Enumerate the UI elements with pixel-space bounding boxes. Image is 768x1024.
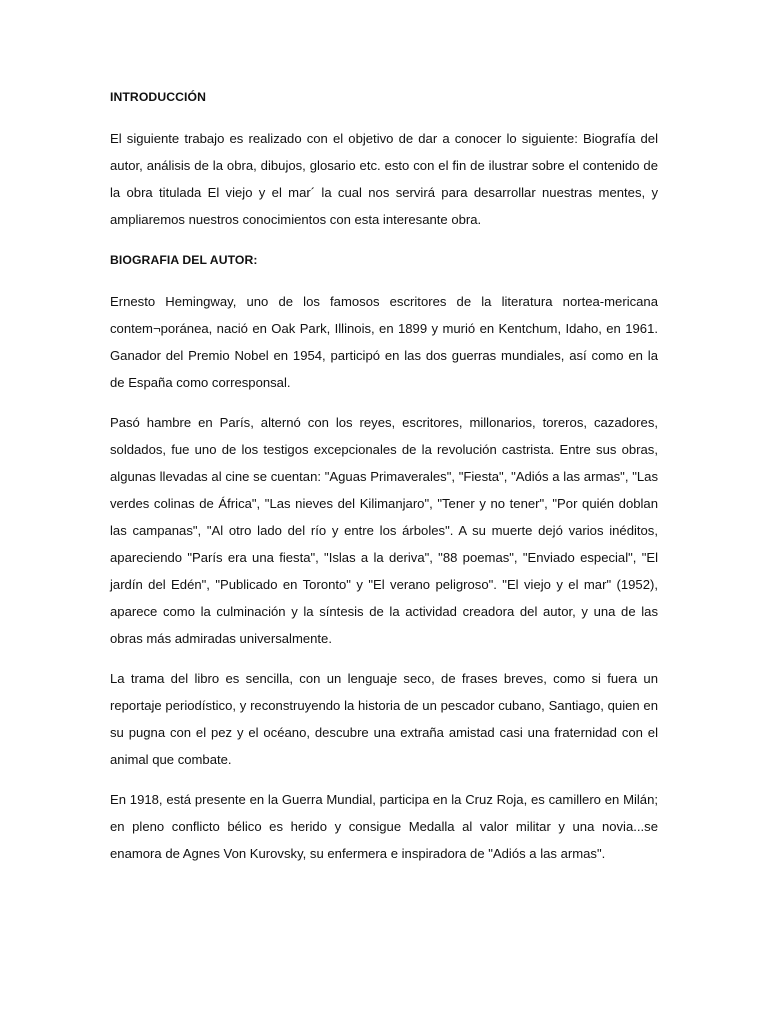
biography-paragraph: La trama del libro es sencilla, con un lenguaje seco, de frases breves, como si fuera un reportaje periodístico, y reconstruyendo la historia de un pescador cubano, Santiago, quien en su pugna con el pez y el océano, descubre una extraña amistad casi una fraternidad con el animal que combate. — [110, 671, 658, 767]
biography-paragraph: Pasó hambre en París, alternó con los reyes, escritores, millonarios, toreros, cazadores, soldados, fue uno de los testigos excepcionales de la revolución castrista. Entre sus obras, algunas llevadas al cine se cuentan: "Aguas Primaverales", "Fiesta", "Adiós a las armas", "Las verdes colinas de África", "Las nieves del Kilimanjaro", "Tener y no tener", "Por quién doblan las campanas", "Al otro lado del río y entre los árboles". A su muerte dejó varios inéditos, apareciendo "París era una fiesta", "Islas a la deriva", "88 poemas", "Enviado especial", "El jardín del Edén", "Publicado en Toronto" y "El verano peligroso". "El viejo y el mar" (1952), aparece como la culminación y la síntesis de la actividad creadora del autor, y una de las obras más admiradas universalmente. — [110, 415, 658, 646]
document-page — [110, 88, 658, 867]
biography-heading: BIOGRAFIA DEL AUTOR: — [110, 253, 258, 267]
biography-paragraph: Ernesto Hemingway, uno de los famosos escritores de la literatura nortea-mericana contem¬poránea, nació en Oak Park, Illinois, en 1899 y murió en Kentchum, Idaho, en 1961. Ganador del Premio Nobel en 1954, participó en las dos guerras mundiales, así como en la de España como corresponsal. — [110, 294, 658, 390]
biography-paragraph: En 1918, está presente en la Guerra Mundial, participa en la Cruz Roja, es camillero en Milán; en pleno conflicto bélico es herido y consigue Medalla al valor militar y una novia...se enamora de Agnes Von Kurovsky, su enfermera e inspiradora de "Adiós a las armas". — [110, 792, 658, 861]
intro-heading: INTRODUCCIÓN — [110, 90, 206, 104]
intro-paragraph: El siguiente trabajo es realizado con el objetivo de dar a conocer lo siguiente: Biografía del autor, análisis de la obra, dibujos, glosario etc. esto con el fin de ilustrar sobre el contenido de la obra titulada El viejo y el mar´ la cual nos servirá para desarrollar nuestras mentes, y ampliaremos nuestros conocimientos con esta interesante obra. — [110, 131, 658, 227]
